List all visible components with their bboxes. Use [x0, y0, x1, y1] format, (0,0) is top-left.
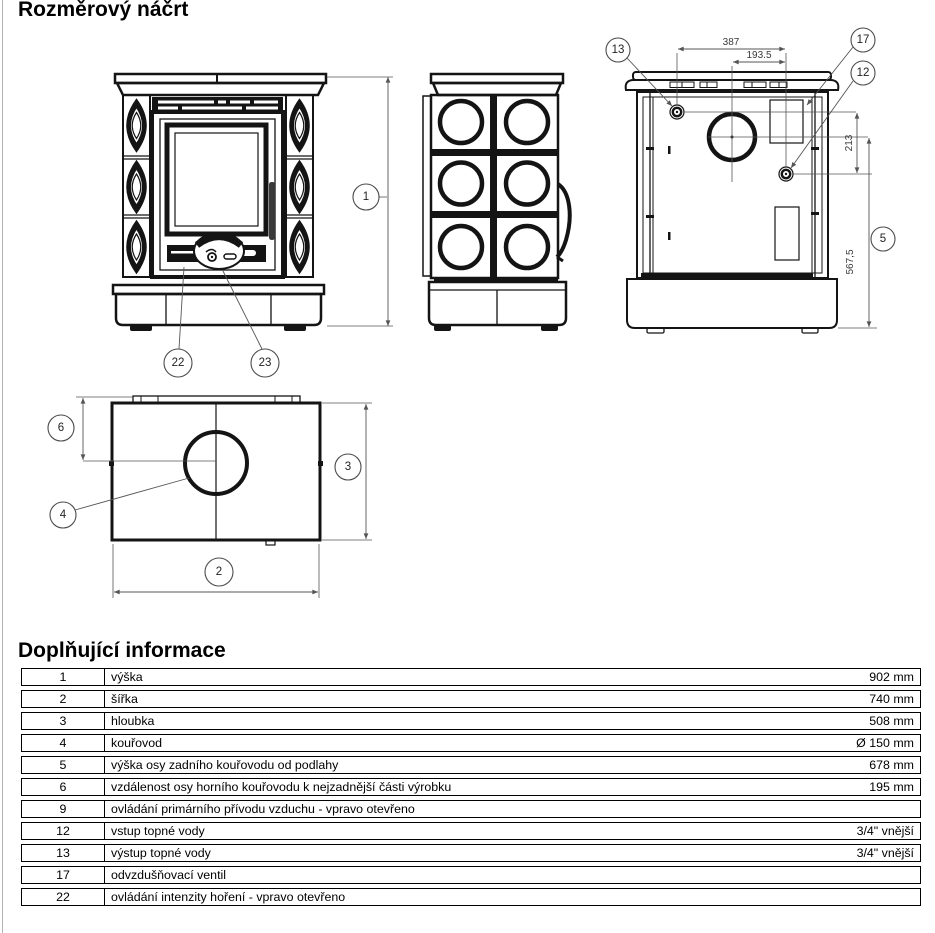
- callout-flue: [50, 502, 76, 528]
- row-value: 195 mm: [780, 778, 921, 796]
- row-label: kouřovod: [105, 734, 780, 752]
- dim-width-total: 387: [722, 37, 740, 48]
- tile-ornament: [127, 162, 146, 213]
- svg-text:3: 3: [344, 461, 352, 473]
- row-number: 3: [21, 712, 105, 730]
- table-row: [21, 822, 921, 840]
- front-crown-cornice: [117, 83, 324, 95]
- svg-text:12: 12: [856, 67, 870, 79]
- table-row: [21, 800, 921, 818]
- table-row: [21, 844, 921, 862]
- row-label: výška: [105, 668, 780, 686]
- row-number: 4: [21, 734, 105, 752]
- page-title: Rozměrový náčrt: [18, 0, 189, 21]
- callout-top-flue-distance: [48, 415, 74, 441]
- info-table: [21, 664, 921, 910]
- water-inlet-fitting: [779, 167, 793, 181]
- back-lower-plate: [775, 207, 799, 260]
- back-base: [627, 279, 837, 328]
- row-label: odvzdušňovací ventil: [105, 866, 780, 884]
- svg-text:23: 23: [258, 357, 272, 369]
- svg-text:13: 13: [611, 44, 625, 56]
- callout-height: [353, 184, 379, 210]
- tile-ornament: [290, 100, 309, 151]
- row-value: 678 mm: [780, 756, 921, 774]
- row-number: 13: [21, 844, 105, 862]
- dim-offset-vertical: 213: [844, 134, 855, 152]
- row-label: vzdálenost osy horního kouřovodu k nejzadnější části výrobku: [105, 778, 780, 796]
- svg-text:1: 1: [362, 191, 370, 203]
- tile-ring: [440, 163, 482, 205]
- row-label: ovládání intenzity hoření - vpravo otevřeno: [105, 888, 780, 906]
- row-label: šířka: [105, 690, 780, 708]
- tile-ring: [440, 101, 482, 143]
- callout-width: [205, 558, 233, 586]
- vent-valve-plate: [770, 100, 803, 143]
- row-label: hloubka: [105, 712, 780, 730]
- front-vent-band: [152, 97, 283, 112]
- dim-width-half: 193.5: [746, 50, 772, 61]
- tile-ring: [440, 226, 482, 268]
- front-foot: [284, 325, 306, 331]
- callout-water-inlet: [851, 61, 875, 85]
- tile-ornament: [290, 222, 309, 273]
- svg-text:2: 2: [215, 566, 223, 578]
- row-value: [780, 866, 921, 884]
- side-crown-cornice: [433, 83, 561, 95]
- table-row: [21, 734, 921, 752]
- table-row: [21, 668, 921, 686]
- front-foot: [130, 325, 152, 331]
- table-row: [21, 888, 921, 906]
- row-value: 3/4" vnější: [780, 822, 921, 840]
- row-value: 3/4" vnější: [780, 844, 921, 862]
- row-label: vstup topné vody: [105, 822, 780, 840]
- row-value: 508 mm: [780, 712, 921, 730]
- svg-text:5: 5: [879, 233, 887, 245]
- row-number: 5: [21, 756, 105, 774]
- svg-text:4: 4: [59, 509, 67, 521]
- additional-info-section: [21, 664, 921, 910]
- callout-depth: [335, 454, 361, 480]
- row-number: 9: [21, 800, 105, 818]
- row-value: [780, 800, 921, 818]
- row-number: 17: [21, 866, 105, 884]
- table-row: [21, 866, 921, 884]
- row-number: 22: [21, 888, 105, 906]
- row-number: 6: [21, 778, 105, 796]
- tile-ornament: [127, 222, 146, 273]
- svg-text:17: 17: [856, 34, 870, 46]
- table-row: [21, 778, 921, 796]
- dim-height-flue: 567,5: [845, 249, 856, 275]
- brand-logo: [194, 233, 244, 269]
- front-door-handle: [269, 182, 275, 240]
- top-view: [109, 396, 323, 545]
- row-label: ovládání primárního přívodu vzduchu - vpravo otevřeno: [105, 800, 780, 818]
- row-value: Ø 150 mm: [780, 734, 921, 752]
- row-value: 902 mm: [780, 668, 921, 686]
- svg-text:22: 22: [171, 357, 185, 369]
- row-value: 740 mm: [780, 690, 921, 708]
- callout-burn-intensity-control: [164, 349, 192, 377]
- section-title-additional-info: Doplňující informace: [18, 639, 226, 662]
- row-number: 12: [21, 822, 105, 840]
- front-view: [113, 74, 326, 331]
- row-value: [780, 888, 921, 906]
- top-dimensions: [48, 397, 372, 598]
- table-row: [21, 712, 921, 730]
- side-crown-top: [431, 74, 563, 83]
- tile-ring: [506, 226, 548, 268]
- svg-text:6: 6: [57, 422, 65, 434]
- row-number: 2: [21, 690, 105, 708]
- table-row: [21, 690, 921, 708]
- water-outlet-fitting: [670, 105, 684, 119]
- table-row: [21, 756, 921, 774]
- callout-rear-flue-height: [871, 227, 895, 251]
- row-number: 1: [21, 668, 105, 686]
- side-foot: [434, 325, 451, 331]
- tile-ornament: [127, 100, 146, 151]
- tile-ring: [506, 163, 548, 205]
- row-label: výstup topné vody: [105, 844, 780, 862]
- callout-water-outlet: [606, 38, 630, 62]
- front-base: [116, 294, 321, 325]
- front-base-lip: [113, 285, 324, 294]
- tile-ornament: [290, 162, 309, 213]
- side-view: [423, 74, 570, 331]
- tile-ring: [506, 101, 548, 143]
- side-foot: [541, 325, 558, 331]
- callout-primary-air-control: [251, 349, 279, 377]
- front-crown-top: [115, 74, 326, 83]
- row-label: výška osy zadního kouřovodu od podlahy: [105, 756, 780, 774]
- callout-vent-valve: [851, 28, 875, 52]
